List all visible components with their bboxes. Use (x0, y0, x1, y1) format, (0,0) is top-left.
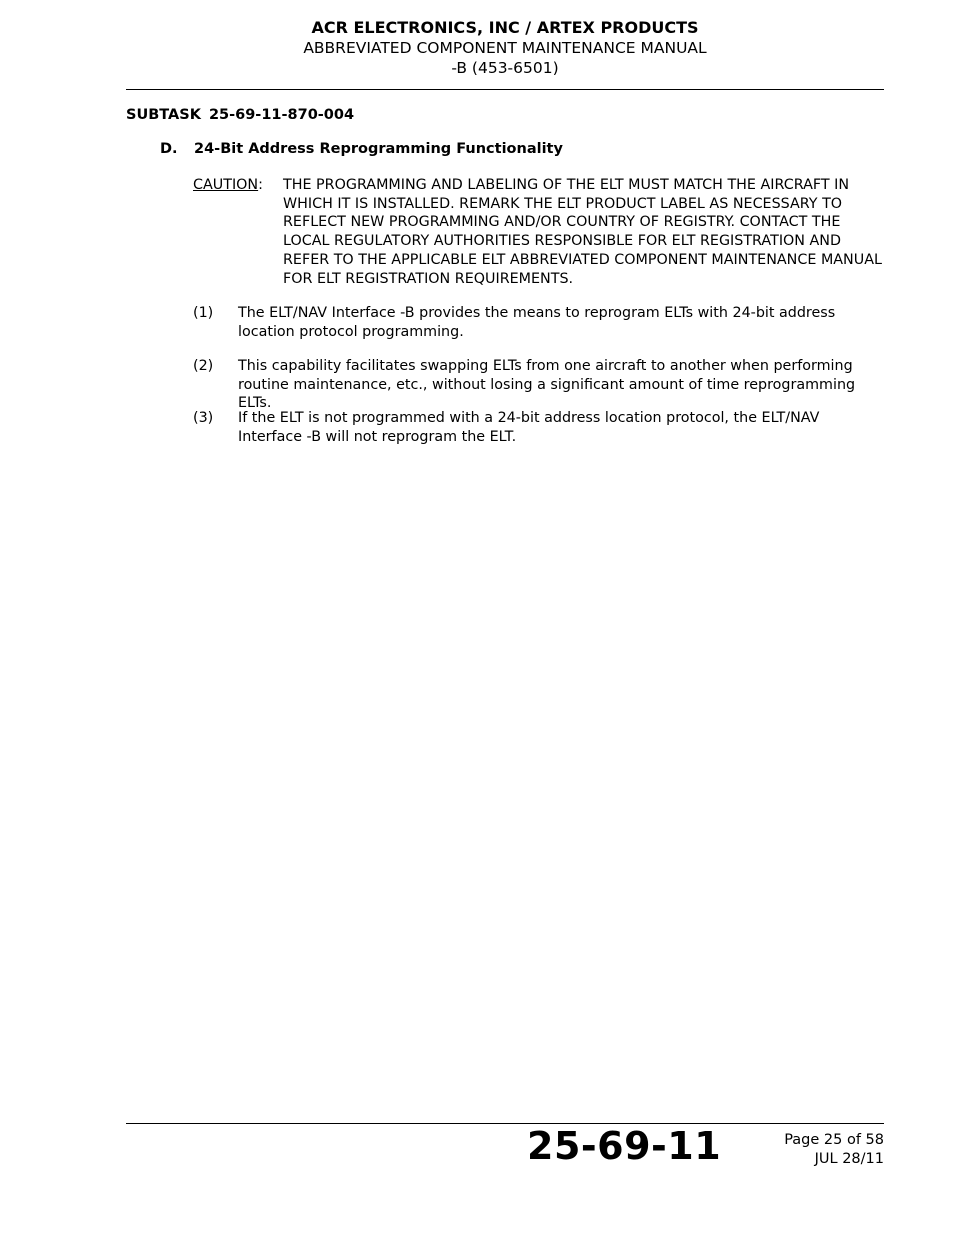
subtask-label: SUBTASK (126, 107, 201, 123)
page-header (126, 18, 884, 78)
subtask-heading (126, 107, 354, 123)
caution-colon: : (258, 177, 263, 193)
caution-text: THE PROGRAMMING AND LABELING OF THE ELT MUST MATCH THE AIRCRAFT IN WHICH IT IS INSTALLED. REMARK THE ELT PRODUCT LABEL AS NECESSARY TO REFLECT NEW PROGRAMMING AND/OR COUNTRY OF REGISTRY. CONTACT THE LOCAL REGULATORY AUTHORITIES RESPONSIBLE FOR ELT REGISTRATION AND REFER TO THE APPLICABLE ELT ABBREVIATED COMPONENT MAINTENANCE MANUAL FOR ELT REGISTRATION REQUIREMENTS. (283, 177, 882, 287)
page-number: Page 25 of 58 (784, 1132, 884, 1148)
list-item-text: This capability facilitates swapping ELTs from one aircraft to another when performing routine maintenance, etc., without losing a significant amount of time reprogramming ELTs. (238, 358, 856, 412)
header-divider (126, 89, 884, 90)
list-item-text: The ELT/NAV Interface -B provides the means to reprogram ELTs with 24-bit address location protocol programming. (238, 305, 836, 340)
section-heading (160, 141, 563, 157)
section-title: 24-Bit Address Reprogramming Functionality (194, 141, 563, 157)
caution-label-text: CAUTION (193, 177, 259, 193)
list-item-number: (2) (193, 358, 214, 374)
caution-block (193, 176, 885, 288)
company-name: ACR ELECTRONICS, INC / ARTEX PRODUCTS (311, 18, 699, 37)
subtask-number: 25-69-11-870-004 (208, 107, 355, 123)
list-item (193, 409, 885, 446)
revision-date: JUL 28/11 (814, 1150, 884, 1167)
section-letter: D. (160, 141, 178, 157)
chapter-code: 25-69-11 (527, 1124, 722, 1168)
page-info (784, 1131, 884, 1168)
list-item-number: (3) (193, 410, 214, 426)
list-item (193, 304, 885, 341)
manual-title: ABBREVIATED COMPONENT MAINTENANCE MANUAL (303, 39, 707, 57)
model-number: -B (453-6501) (451, 59, 559, 77)
list-item-text: If the ELT is not programmed with a 24-bit address location protocol, the ELT/NAV Interface -B will not reprogram the ELT. (238, 410, 820, 445)
list-item-number: (1) (193, 305, 214, 321)
list-item (193, 357, 885, 413)
footer-divider (126, 1123, 884, 1124)
caution-label (193, 176, 263, 195)
